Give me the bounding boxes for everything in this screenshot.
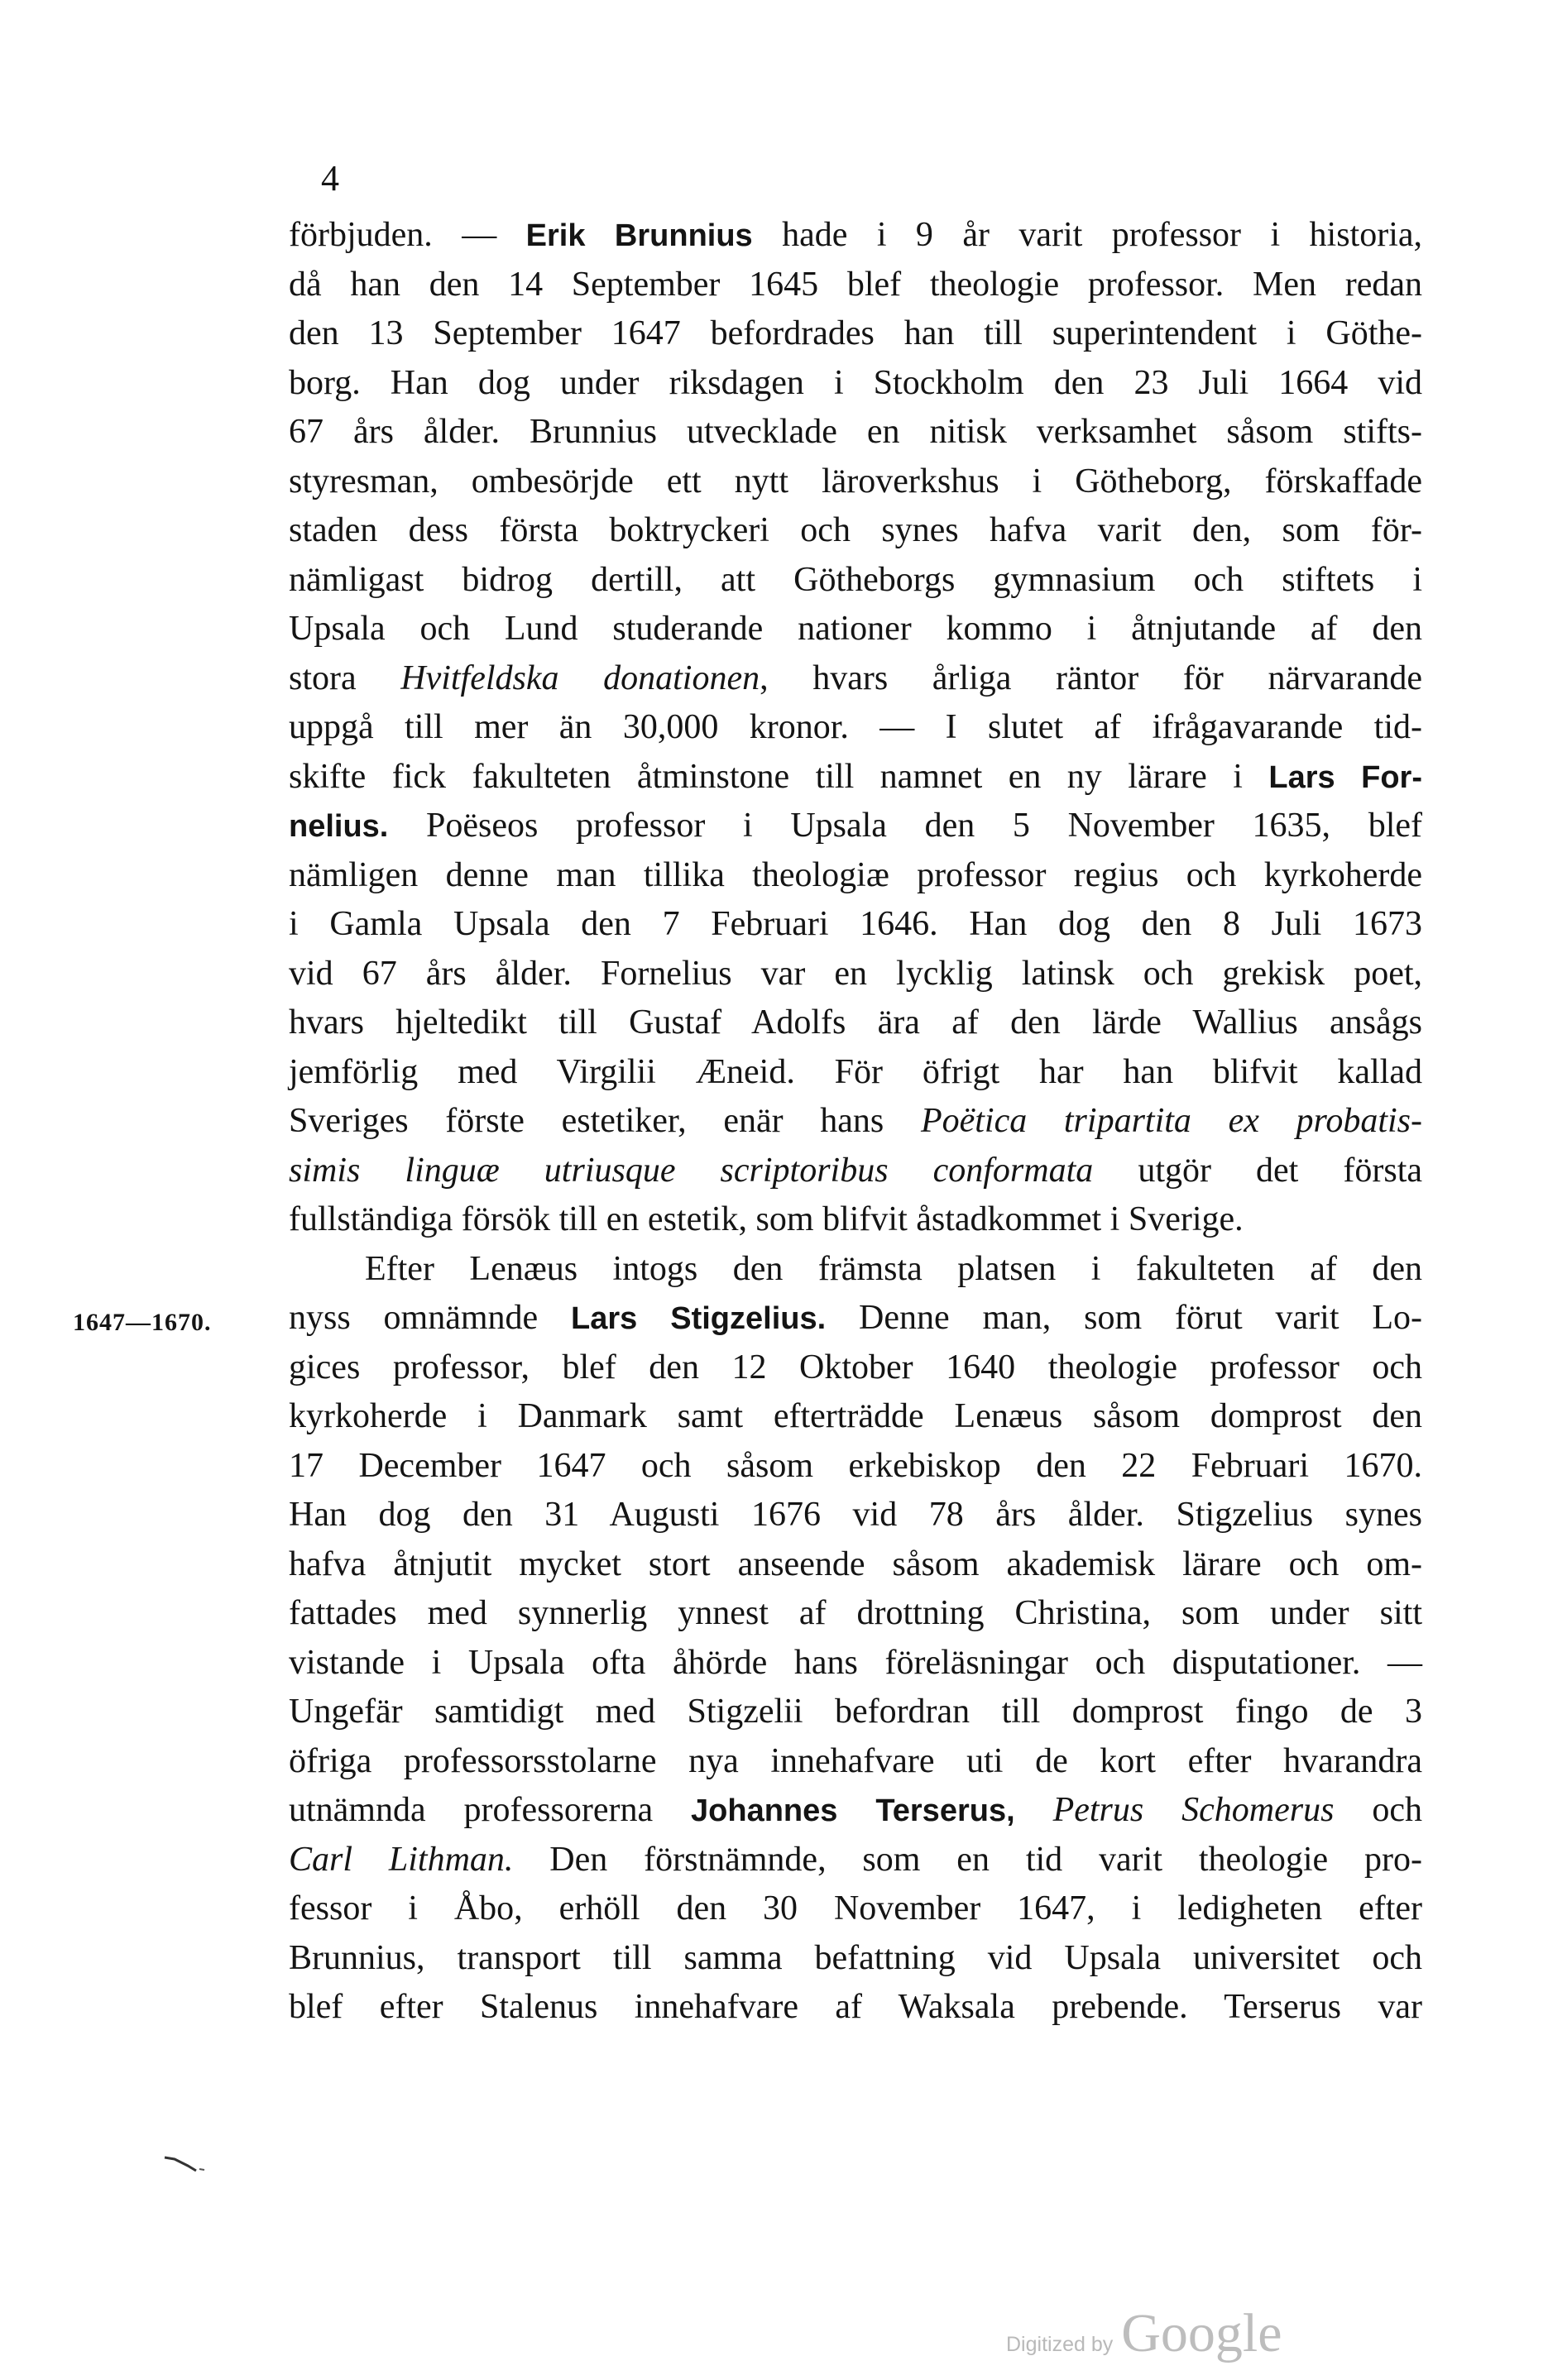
text-line (289, 1491, 1422, 1540)
text-line (289, 900, 1422, 950)
text-line (289, 457, 1422, 507)
text-run: Han dog den 31 Augusti 1676 vid 78 års ålder. Stigzelius synes (289, 1496, 1422, 1534)
text-line (289, 309, 1422, 359)
page-number: 4 (321, 158, 339, 199)
text-run (1015, 1791, 1053, 1829)
text-line (289, 1048, 1422, 1098)
text-run: fattades med synnerlig ynnest af drottning Christina, som under sitt (289, 1594, 1422, 1632)
text-run: i Gamla Upsala den 7 Februari 1646. Han dog den 8 Juli 1673 (289, 905, 1422, 943)
text-line (289, 261, 1422, 310)
watermark-prefix: Digitized by (1006, 2333, 1114, 2356)
margin-note-years: 1647—1670. (73, 1309, 212, 1336)
text-run: nämligen denne man tillika theologiæ professor regius och kyrkoherde (289, 855, 1422, 894)
text-line (289, 1836, 1422, 1885)
text-line (289, 802, 1422, 851)
text-run: den 13 September 1647 befordrades han till superintendent i Göthe- (289, 314, 1422, 352)
text-line (289, 1343, 1422, 1393)
text-run: borg. Han dog under riksdagen i Stockholm den 23 Juli 1664 vid (289, 363, 1422, 402)
text-line (289, 1147, 1422, 1196)
text-run: uppgå till mer än 30,000 kronor. — I slutet af ifrågavarande tid- (289, 708, 1422, 746)
text-run: fullständiga försök till en estetik, som blifvit åstadkommet i Sverige. (289, 1200, 1244, 1238)
text-run: gices professor, blef den 12 Oktober 1640 theologie professor och (289, 1348, 1422, 1386)
text-line (289, 998, 1422, 1048)
text-line (289, 605, 1422, 654)
text-run: vistande i Upsala ofta åhörde hans föreläsningar och disputationer. — (289, 1643, 1422, 1682)
text-run: och (1334, 1791, 1422, 1829)
text-run: fessor i Åbo, erhöll den 30 November 1647, i ledigheten efter (289, 1889, 1422, 1927)
text-run: 67 års ålder. Brunnius utvecklade en nitisk verksamhet såsom stifts- (289, 413, 1422, 451)
text-run: Brunnius, transport till samma befattning vid Upsala universitet och (289, 1938, 1422, 1977)
text-run: Ungefär samtidigt med Stigzelii befordran till domprost fingo de 3 (289, 1693, 1422, 1731)
italic-title: Carl Lithman. (289, 1840, 514, 1879)
text-line (289, 1639, 1422, 1688)
text-run: skifte fick fakulteten åtminstone till namnet en ny lärare i (289, 757, 1269, 796)
text-run: nyss omnämnde (289, 1299, 572, 1337)
text-line (289, 408, 1422, 457)
body-text (289, 211, 1422, 2033)
text-line (289, 1294, 1422, 1343)
name-emphasis: nelius. (289, 809, 389, 844)
text-run: vid 67 års ålder. Fornelius var en lycklig latinsk och grekisk poet, (289, 954, 1422, 993)
text-run: 17 December 1647 och såsom erkebiskop den 22 Februari 1670. (289, 1446, 1422, 1485)
text-line (289, 753, 1422, 802)
text-line (289, 1442, 1422, 1492)
text-run: Denne man, som förut varit Lo- (826, 1299, 1423, 1337)
text-line (289, 556, 1422, 606)
text-line (289, 211, 1422, 261)
text-line (289, 1934, 1422, 1984)
text-line (289, 1589, 1422, 1639)
text-run: hafva åtnjutit mycket stort anseende såsom akademisk lärare och om- (289, 1544, 1422, 1583)
text-line (289, 851, 1422, 901)
text-line (289, 1245, 1422, 1295)
text-run: blef efter Stalenus innehafvare af Waksala prebende. Terserus var (289, 1988, 1422, 2026)
text-run: , hvars årliga räntor för närvarande (760, 658, 1422, 697)
text-run: stora (289, 658, 401, 697)
italic-title: Petrus Schomerus (1052, 1791, 1335, 1829)
text-run: utgör det första (1093, 1151, 1423, 1190)
stray-ink-mark (163, 2154, 206, 2172)
text-run: då han den 14 September 1645 blef theologie professor. Men redan (289, 265, 1422, 304)
text-line (289, 1884, 1422, 1934)
italic-title: simis linguæ utriusque scriptoribus conformata (289, 1151, 1094, 1190)
text-run: förbjuden. — (289, 216, 526, 254)
text-line (289, 1786, 1422, 1836)
google-logo: Google (1121, 2303, 1282, 2363)
text-line (289, 1737, 1422, 1787)
paragraph-2 (289, 1245, 1422, 2033)
name-emphasis: Erik Brunnius (525, 218, 753, 253)
italic-title: Hvitfeldska donationen (400, 658, 760, 697)
text-line (289, 359, 1422, 409)
name-emphasis: Lars For- (1268, 759, 1422, 795)
name-emphasis: Johannes Terserus, (691, 1793, 1015, 1828)
text-run: öfriga professorsstolarne nya innehafvare uti de kort efter hvarandra (289, 1741, 1422, 1780)
text-line (289, 1688, 1422, 1737)
text-run: jemförlig med Virgilii Æneid. För öfrigt har han blifvit kallad (289, 1052, 1422, 1091)
text-line (289, 1392, 1422, 1442)
text-run: hvars hjeltedikt till Gustaf Adolfs ära af den lärde Wallius ansågs (289, 1003, 1422, 1042)
text-line (289, 506, 1422, 556)
text-line (289, 1195, 1422, 1245)
text-run: kyrkoherde i Danmark samt efterträdde Lenæus såsom domprost den (289, 1397, 1422, 1435)
text-run: Efter Lenæus intogs den främsta platsen i fakulteten af den (365, 1249, 1422, 1288)
italic-title: Poëtica tripartita ex probatis- (920, 1102, 1422, 1140)
text-run: staden dess första boktryckeri och synes hafva varit den, som för- (289, 511, 1422, 549)
text-run: Sveriges förste estetiker, enär hans (289, 1102, 921, 1140)
text-line (289, 1097, 1422, 1147)
text-line (289, 654, 1422, 704)
paragraph-1 (289, 211, 1422, 1245)
digitized-by-google-watermark (1006, 2302, 1282, 2365)
text-line (289, 703, 1422, 753)
text-run: utnämnda professorerna (289, 1791, 692, 1829)
text-line (289, 950, 1422, 999)
text-line (289, 1540, 1422, 1590)
text-run: hade i 9 år varit professor i historia, (752, 216, 1423, 254)
text-run: Poëseos professor i Upsala den 5 November 1635, blef (388, 807, 1422, 845)
text-run: Den förstnämnde, som en tid varit theologie pro- (513, 1840, 1422, 1879)
text-run: styresman, ombesörjde ett nytt läroverkshus i Götheborg, förskaffade (289, 462, 1422, 500)
text-line (289, 1983, 1422, 2033)
text-run: Upsala och Lund studerande nationer kommo i åtnjutande af den (289, 610, 1422, 648)
name-emphasis: Lars Stigzelius. (571, 1301, 827, 1336)
text-run: nämligast bidrog dertill, att Götheborgs gymnasium och stiftets i (289, 560, 1422, 599)
